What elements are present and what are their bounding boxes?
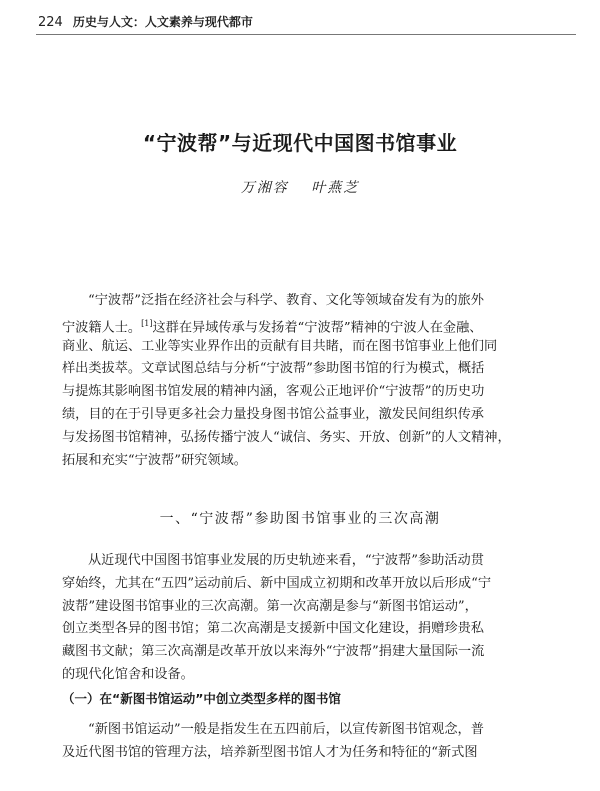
- body-line: 创立类型各异的图书馆；第二次高潮是支援新中国文化建设，捐赠珍贵私: [62, 621, 484, 637]
- running-head: [38, 13, 578, 35]
- abstract-line: “宁波帮”泛指在经济社会与科学、教育、文化等领域奋发有为的旅外: [88, 293, 484, 308]
- abstract-line: [62, 313, 542, 336]
- header-rule: [36, 34, 576, 35]
- subsection-paragraph: [62, 719, 542, 765]
- abstract-line: 与提炼其影响图书馆发展的精神内涵，客观公正地评价“宁波帮”的历史功: [62, 384, 485, 400]
- subsection-heading: （一）在“新图书馆运动”中创立类型多样的图书馆: [62, 691, 341, 706]
- abstract-line: 绩，目的在于引导更多社会力量投身图书馆公益事业，激发民间组织传承: [62, 406, 484, 422]
- body-line: 从近现代中国图书馆事业发展的历史轨迹来看，“宁波帮”参助活动贯: [88, 553, 484, 568]
- abstract-line: 样出类拔萃。文章试图总结与分析“宁波帮”参助图书馆的行为模式，概括: [62, 361, 485, 377]
- body-line: 穿始终，尤其在“五四”运动前后、新中国成立初期和改革开放以后形成“宁: [62, 575, 492, 591]
- body-line: 波帮”建设图书馆事业的三次高潮。第一次高潮是参与“新图书馆运动”，: [62, 598, 478, 614]
- section-paragraph: [62, 550, 542, 687]
- footnote-ref: [1]: [141, 318, 153, 328]
- abstract-line: 拓展和充实“宁波帮”研究领域。: [62, 452, 247, 468]
- section-heading: 一、“宁波帮”参助图书馆事业的三次高潮: [159, 511, 441, 527]
- body-line: “新图书馆运动”一般是指发生在五四前后，以宣传新图书馆观念，普: [88, 722, 484, 737]
- abstract-line-text: 宁波籍人士。: [62, 320, 142, 336]
- body-line: 的现代化馆舍和设备。: [62, 666, 194, 682]
- abstract-paragraph: [62, 290, 542, 472]
- page-number: 224: [38, 15, 63, 30]
- body-line: 及近代图书馆的管理方法，培养新型图书馆人才为任务和特征的“新式图: [62, 744, 478, 760]
- article-authors: 万湘容 叶燕芝: [240, 180, 360, 196]
- running-title: 历史与人文：人文素养与现代都市: [72, 15, 253, 29]
- body-line: 藏图书文献；第三次高潮是改革开放以来海外“宁波帮”捐建大量国际一流: [62, 644, 485, 660]
- article-title: “宁波帮”与近现代中国图书馆事业: [142, 131, 458, 155]
- abstract-line: 商业、航运、工业等实业界作出的贡献有目共睹，而在图书馆事业上他们同: [62, 338, 498, 354]
- abstract-line-text: 这群在异域传承与发扬着“宁波帮”精神的宁波人在金融、: [152, 320, 483, 336]
- abstract-line: 与发扬图书馆精神，弘扬传播宁波人“诚信、务实、开放、创新”的人文精神，: [62, 429, 511, 445]
